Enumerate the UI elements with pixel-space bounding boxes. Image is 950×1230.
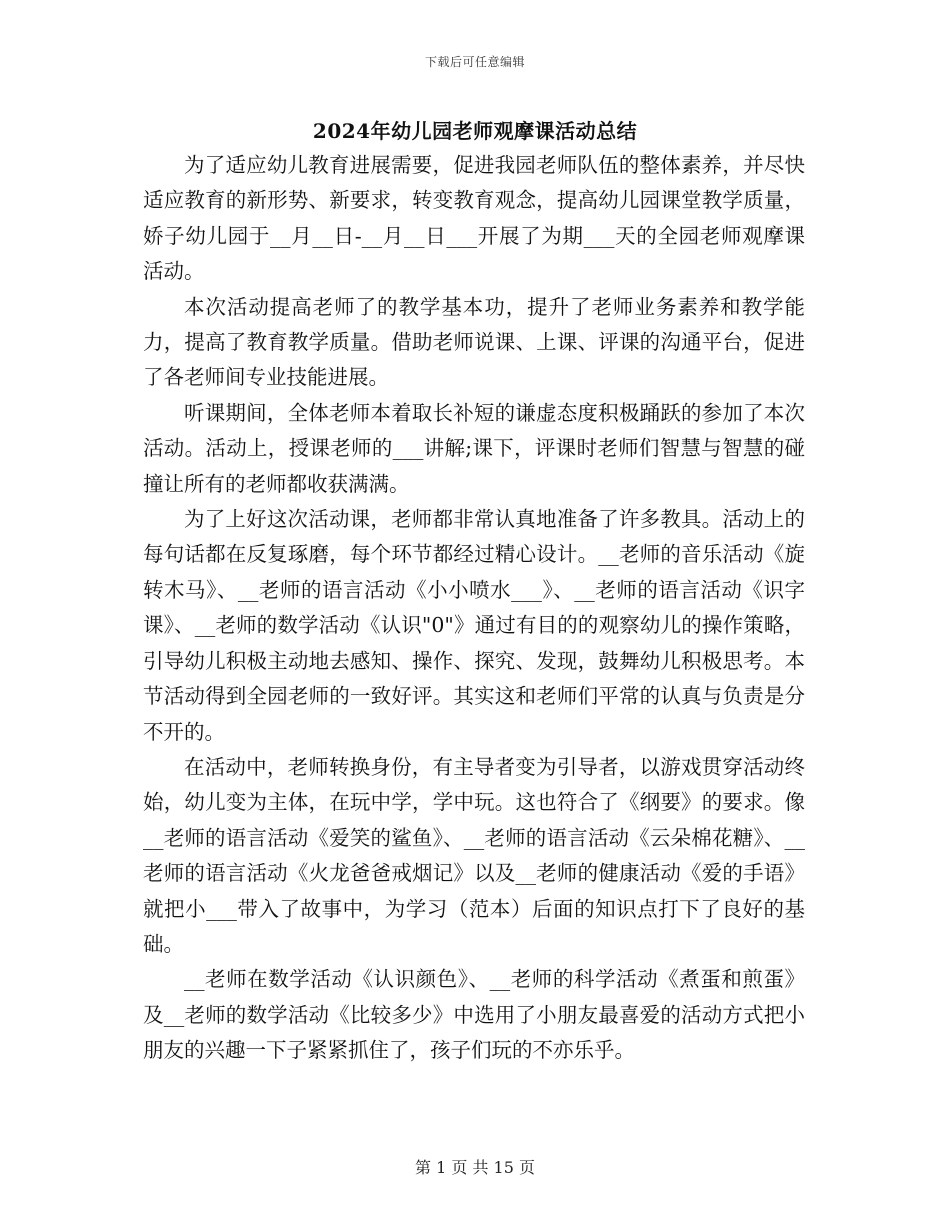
page-header-note: 下载后可任意编辑 xyxy=(424,55,525,69)
paragraph: 听课期间，全体老师本着取长补短的谦虚态度积极踊跃的参加了本次活动。活动上，授课老师的___讲解;课下，评课时老师们智慧与智慧的碰撞让所有的老师都收获满满。 xyxy=(143,400,805,496)
paragraph: 本次活动提高老师了的教学基本功，提升了老师业务素养和教学能力，提高了教育教学质量。借助老师说课、上课、评课的沟通平台，促进了各老师间专业技能进展。 xyxy=(143,294,805,390)
paragraph: 为了适应幼儿教育进展需要，促进我园老师队伍的整体素养，并尽快适应教育的新形势、新要求，转变教育观念，提高幼儿园课堂教学质量，娇子幼儿园于__月__日-__月__日___开展了为期___天的全园老师观摩课活动。 xyxy=(143,153,805,284)
paragraph: __老师在数学活动《认识颜色》、__老师的科学活动《煮蛋和煎蛋》及__老师的数学活动《比较多少》中选用了小朋友最喜爱的活动方式把小朋友的兴趣一下子紧紧抓住了，孩子们玩的不亦乐乎。 xyxy=(143,967,805,1063)
paragraph: 在活动中，老师转换身份，有主导者变为引导者，以游戏贯穿活动终始，幼儿变为主体，在玩中学，学中玩。这也符合了《纲要》的要求。像__老师的语言活动《爱笑的鲨鱼》、__老师的语言活动《云朵棉花糖》、__老师的语言活动《火龙爸爸戒烟记》以及__老师的健康活动《爱的手语》就把小___带入了故事中，为学习（范本）后面的知识点打下了良好的基础。 xyxy=(143,754,805,956)
paragraph: 为了上好这次活动课，老师都非常认真地准备了许多教具。活动上的每句话都在反复琢磨，每个环节都经过精心设计。__老师的音乐活动《旋转木马》、__老师的语言活动《小小喷水___》、__老师的语言活动《识字课》、__老师的数学活动《认识"0"》通过有目的的观察幼儿的操作策略，引导幼儿积极主动地去感知、操作、探究、发现，鼓舞幼儿积极思考。本节活动得到全园老师的一致好评。其实这和老师们平常的认真与负责是分不开的。 xyxy=(143,507,805,744)
page-number-footer: 第 1 页 共 15 页 xyxy=(415,1158,535,1177)
document-title: 2024年幼儿园老师观摩课活动总结 xyxy=(312,119,638,143)
document-body xyxy=(143,148,805,1069)
